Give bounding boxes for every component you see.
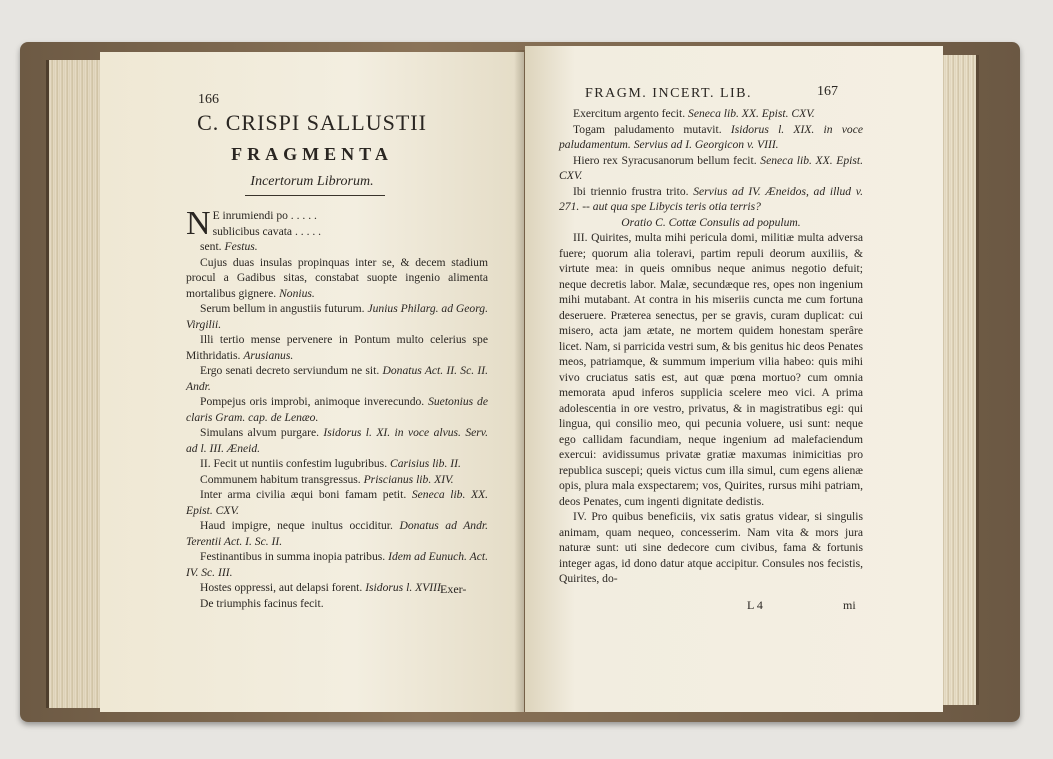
fragment-text: Hiero rex Syracusanorum bellum fecit. <box>573 153 761 167</box>
fragment-line <box>186 487 488 518</box>
page-title: C. CRISPI SALLUSTII <box>197 110 427 135</box>
fragment-source: Seneca lib. XX. Epist. CXV. <box>688 107 815 120</box>
fragment-source: Priscianus lib. XIV. <box>363 472 454 486</box>
fragment-text: Illi tertio mense pervenere in Pontum multo celerius spe Mithridatis. <box>186 333 488 362</box>
fragment-text: Hostes oppressi, aut delapsi forent. <box>200 581 366 594</box>
fragment-text: Haud impigre, neque inultus occiditur. <box>200 519 400 532</box>
fragment-source: Isidorus l. XI. in voce alvus. Serv. ad l. III. Æneid. <box>186 426 488 455</box>
fragment-source: Idem ad Eunuch. Act. IV. Sc. III. <box>186 550 488 579</box>
fragment-source: Seneca lib. XX. Epist. CXV. <box>559 153 863 182</box>
fragment-source: Nonius. <box>279 286 315 300</box>
fragment-text: Simulans alvum purgare. <box>200 426 324 439</box>
page-edges-left <box>46 60 105 708</box>
fragment-text: Cujus duas insulas propinquas inter se, & decem stadium procul a Gadibus sitas, constabat suopte ingenio alimenta mortalibus gignere. <box>186 255 488 300</box>
fragment-line <box>186 239 488 255</box>
left-page <box>100 52 524 712</box>
fragment-source: Donatus ad Andr. Terentii Act. I. Sc. II. <box>186 519 488 548</box>
fragment-source: Isidorus l. XIX. in voce paludamentum. Servius ad I. Georgicon v. VIII. <box>559 122 863 151</box>
fragment-text: sent. <box>200 240 225 253</box>
fragment-line <box>186 472 488 488</box>
running-head: FRAGM. INCERT. LIB. <box>585 86 753 101</box>
fragment-line <box>186 596 488 612</box>
fragment-source: Junius Philarg. ad Georg. Virgilii. <box>186 302 488 331</box>
fragment-line <box>186 518 488 549</box>
fragment-line <box>186 549 488 580</box>
fragment-text: De triumphis facinus fecit. <box>200 596 324 610</box>
oration-paragraph-3: III. Quirites, multa mihi pericula domi, militiæ multa adversa fuere; quorum alia toleravi, partim repuli deorum auxiliis, & virtute mea: in queis omnibus neque animus negotio defuit; neque decretis labor. Malæ, secundæque res, opes non ingenium mihi mutabant. At contra in his miseriis cuncta me cum fortuna deseruere. Præterea senectus, per se gravis, curam duplicat: cui misero, acta jam ætate, ne mortem quidem honestam sperâre licet. Nam, si parricida vestri sum, & bis genitus hic deos Penates meos, patriamque, & summum imperium vilia habeo: quis mihi vivo cruciatus satis est, aut quæ pœna mortuo? cum omnia memorata apud inferos supplicia scelere meo vici. A prima adolescentia in ore vestro, privatus, & in magistratibus egi: qui lingua, qui consilio meo, qui pecunia voluere, usi sunt: neque ego callidam facundiam, neque ingenium ad malefaciendum exercui: avidissumus privatæ gratiæ maxumas inimicitias pro republica suscepi; queis victus cum illa simul, cum egens alienæ opis, plura mala exspectarem; vos, Quirites, rursus mihi patriam, deos Penates, cum ingenti dignitate dedistis. <box>559 231 863 508</box>
fragment-line <box>186 332 488 363</box>
fragment-text: Togam paludamento mutavit. <box>573 122 731 136</box>
catchword-left: Exer- <box>440 582 467 596</box>
right-page <box>525 46 943 712</box>
opening-line <box>186 205 488 242</box>
signature-mark: L 4 <box>747 598 763 612</box>
fragment-source: Servius ad IV. Æneidos, ad illud v. 271. -- aut qua spe Libycis teris otia terris? <box>559 184 863 213</box>
fragment-line <box>559 122 863 153</box>
fragment-source: Seneca lib. XX. Epist. CXV. <box>186 488 489 517</box>
oratio-title: Oratio C. Cottæ Consulis ad populum. <box>621 215 801 229</box>
fragment-text: Exercitum argento fecit. <box>573 107 689 120</box>
fragment-line <box>186 456 488 472</box>
left-text-block <box>186 205 489 611</box>
fragment-line <box>186 425 488 456</box>
fragment-source: Suetonius de claris Gram. cap. de Lenæo. <box>186 395 488 424</box>
drop-cap: N <box>186 205 211 242</box>
fragment-text: Inter arma civilia æqui boni famam petit. <box>200 488 412 501</box>
page-number-left: 166 <box>198 92 219 107</box>
fragment-line <box>559 153 863 184</box>
fragment-text: Serum bellum in angustiis futurum. <box>200 302 368 315</box>
oration-paragraph-4: IV. Pro quibus beneficiis, vix satis gratus videar, si singulis animam, quam nequeo, concesserim. Nam vita & mors jura naturæ sunt: uti sine dedecore cum civibus, fama & fortunis integer agas, id dono datur atque accipitur. Consules nos fecistis, Quirites, do- <box>559 510 863 585</box>
fragment-text: Festinantibus in summa inopia patribus. <box>200 550 389 563</box>
fragment-text: Ibi triennio frustra trito. <box>573 184 694 198</box>
fragment-line <box>186 394 488 425</box>
section-heading: FRAGMENTA <box>231 144 393 164</box>
fragment-source: Arusianus. <box>243 348 294 362</box>
fragment-text: Communem habitum transgressus. <box>200 472 364 486</box>
heading-rule <box>245 195 385 196</box>
fragment-source: Isidorus l. XVIII. <box>365 581 444 594</box>
fragment-source: Festus. <box>224 240 258 253</box>
second-line: sublicibus cavata . . . . . <box>212 224 322 238</box>
fragment-source: Donatus Act. II. Sc. II. Andr. <box>186 364 488 393</box>
fragment-text: II. Fecit ut nuntiis confestim lugubribus. <box>200 457 390 470</box>
fragment-line <box>559 106 863 122</box>
fragment-text: Pompejus oris improbi, animoque inverecundo. <box>200 395 429 408</box>
oratio-heading <box>559 215 863 231</box>
page-edges-right <box>940 55 979 705</box>
first-line: E inrumiendi po . . . . . <box>212 209 317 222</box>
fragment-line <box>559 184 863 215</box>
fragment-line <box>186 301 488 332</box>
section-subheading: Incertorum Librorum. <box>250 174 374 189</box>
fragment-line <box>186 363 488 394</box>
fragment-text: Ergo senati decreto serviundum ne sit. <box>200 364 383 377</box>
right-text-block <box>559 106 863 587</box>
page-number-right: 167 <box>817 84 838 99</box>
fragment-source: Carisius lib. II. <box>390 457 461 470</box>
catchword-right: mi <box>843 598 856 612</box>
fragment-line <box>186 255 488 302</box>
